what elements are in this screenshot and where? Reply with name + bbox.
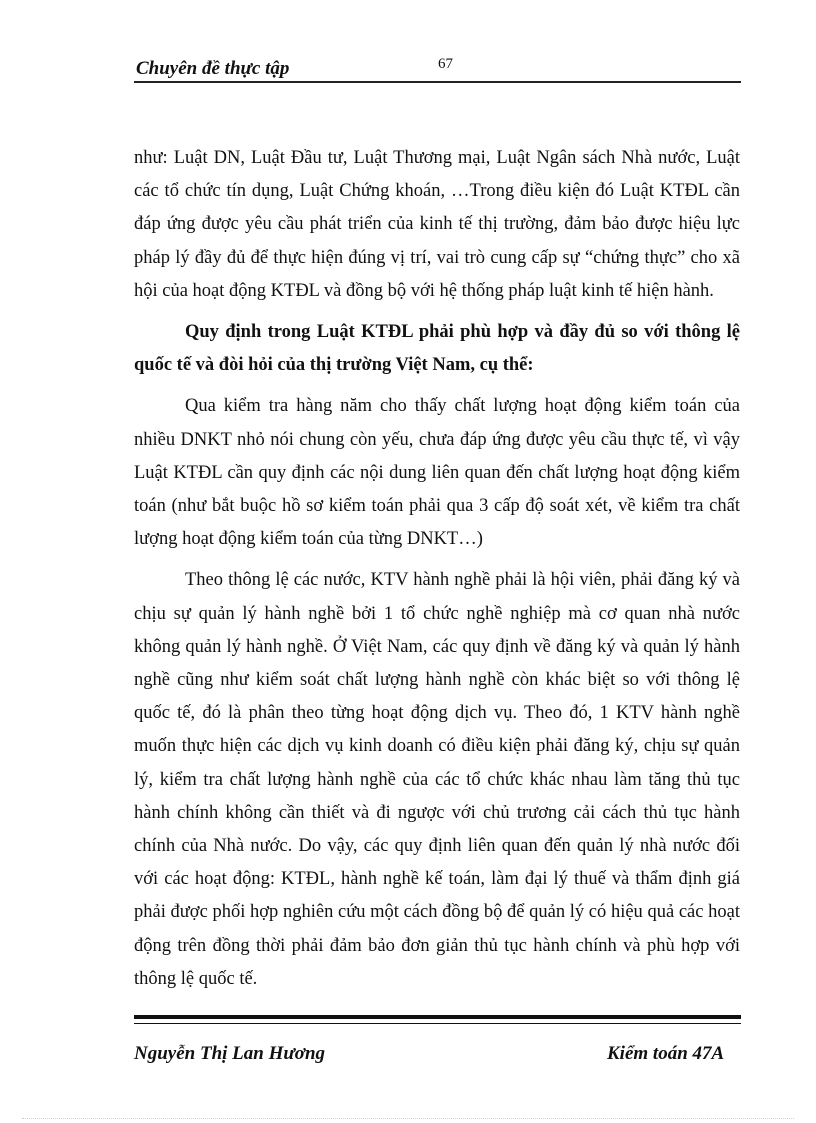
footer-class: Kiểm toán 47A <box>607 1043 725 1064</box>
footer-divider-thin <box>134 1023 741 1024</box>
document-title: Chuyên đề thực tập <box>136 58 290 79</box>
paragraph-heading: Quy định trong Luật KTĐL phải phù hợp và đầy đủ so với thông lệ quốc tế và đòi hỏi của thị trường Việt Nam, cụ thể: <box>134 322 740 376</box>
header-divider <box>134 81 741 83</box>
footer-author: Nguyễn Thị Lan Hương <box>134 1043 326 1064</box>
paragraph-quality: Qua kiểm tra hàng năm cho thấy chất lượng hoạt động kiểm toán của nhiều DNKT nhỏ nói chung còn yếu, chưa đáp ứng được yêu cầu thực tế, vì vậy Luật KTĐL cần quy định các nội dung liên quan đến chất lượng hoạt động kiểm toán (như bắt buộc hồ sơ kiểm toán phải qua 3 cấp độ soát xét, về kiểm tra chất lượng hoạt động kiểm toán của từng DNKT…) <box>134 396 740 550</box>
paragraph-international-practice: Theo thông lệ các nước, KTV hành nghề phải là hội viên, phải đăng ký và chịu sự quản lý hành nghề bởi 1 tổ chức nghề nghiệp mà cơ quan nhà nước không quản lý hành nghề. Ở Việt Nam, các quy định về đăng ký và quản lý hành nghề cũng như kiểm soát chất lượng hành nghề còn khác biệt so với thông lệ quốc tế, đó là phân theo từng hoạt động dịch vụ. Theo đó, 1 KTV hành nghề muốn thực hiện các dịch vụ kinh doanh có điều kiện phải đăng ký, chịu sự quản lý, kiểm tra chất lượng hành nghề của các tổ chức khác nhau làm tăng thủ tục hành chính không cần thiết và đi ngược với chủ trương cải cách thủ tục hành chính của Nhà nước. Do vậy, các quy định liên quan đến quản lý nhà nước đối với các hoạt động: KTĐL, hành nghề kế toán, làm đại lý thuế và thẩm định giá phải được phối hợp nghiên cứu một cách đồng bộ để quản lý có hiệu quả các hoạt động trên đồng thời phải đảm bảo đơn giản thủ tục hành chính và phù hợp với thông lệ quốc tế. <box>134 570 740 989</box>
footer-divider-thick <box>134 1015 741 1019</box>
page-number: 67 <box>438 56 453 72</box>
page-edge-divider <box>22 1118 794 1119</box>
body-text <box>134 142 740 996</box>
paragraph-continuation: như: Luật DN, Luật Đầu tư, Luật Thương mại, Luật Ngân sách Nhà nước, Luật các tổ chức tín dụng, Luật Chứng khoán, …Trong điều kiện đó Luật KTĐL cần đáp ứng được yêu cầu phát triển của kinh tế thị trường, đảm bảo được hiệu lực pháp lý đầy đủ để thực hiện đúng vị trí, vai trò cung cấp sự “chứng thực” cho xã hội của hoạt động KTĐL và đồng bộ với hệ thống pháp luật kinh tế hiện hành. <box>134 148 740 301</box>
page-header <box>134 56 741 82</box>
